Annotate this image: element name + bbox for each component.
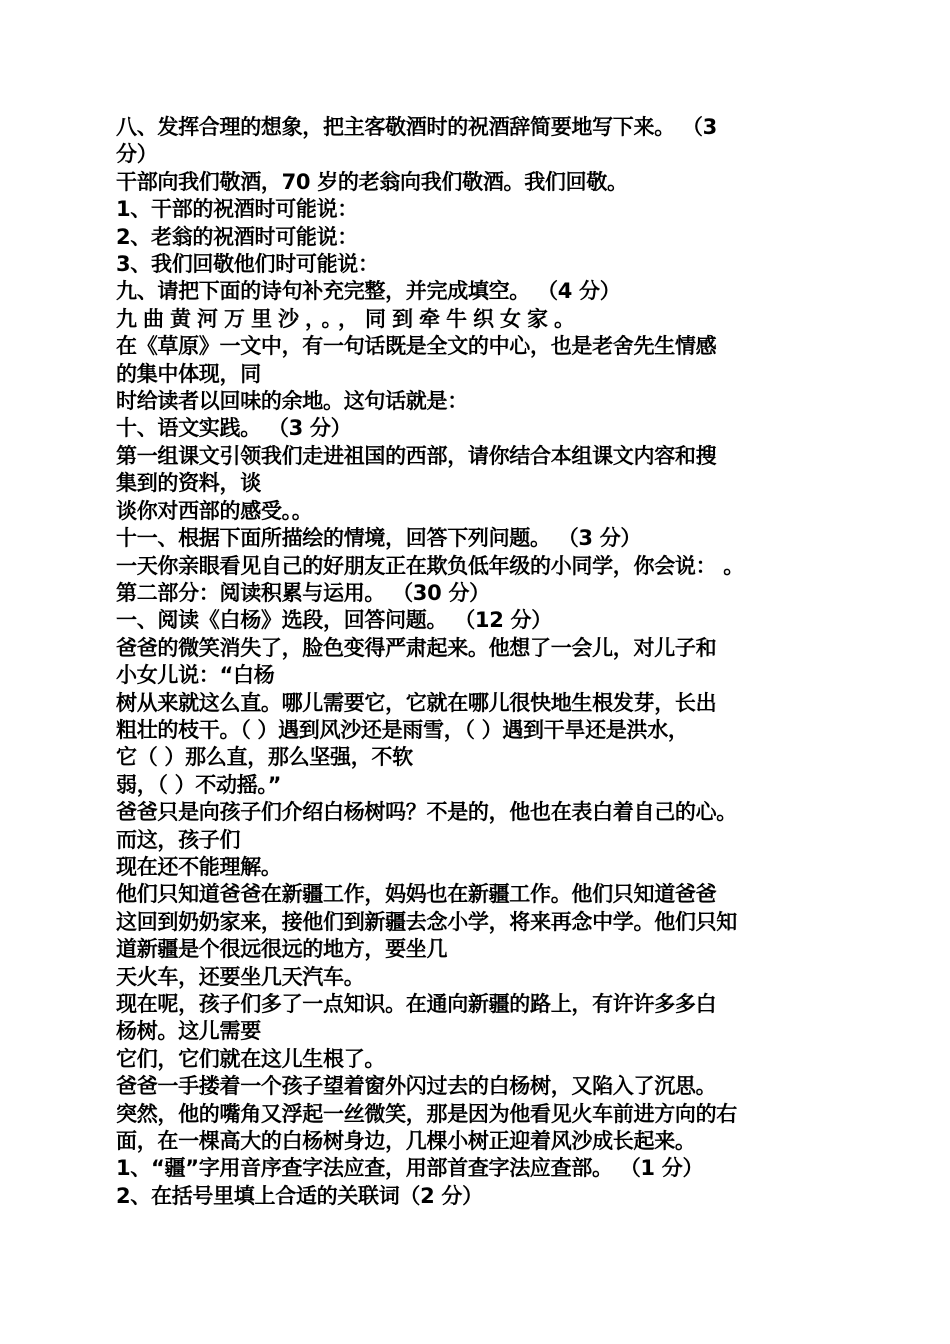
passage-line-16: 它们，它们就在这儿生根了。: [116, 1046, 386, 1071]
question-8-context: 干部向我们敬酒，70 岁的老翁向我们敬酒。我们回敬。: [116, 169, 628, 194]
passage-line-9: 现在还不能理解。: [116, 854, 282, 879]
passage-line-12: 道新疆是个很远很远的地方，要坐几: [116, 937, 448, 962]
passage-line-1: 爸爸的微笑消失了，脸色变得严肃起来。他想了一会儿，对儿子和: [116, 635, 717, 660]
question-9-prompt: 在《草原》一文中，有一句话既是全文的中心，也是老舍先生情感: [116, 334, 717, 359]
part-2-heading: 第二部分：阅读积累与运用。 （30 分）: [116, 580, 490, 605]
passage-line-18: 突然，他的嘴角又浮起一丝微笑，那是因为他看见火车前进方向的右: [116, 1101, 737, 1126]
question-10-prompt-cont-1: 集到的资料，谈: [116, 471, 261, 496]
question-10-prompt-cont-2: 谈你对西部的感受。。: [116, 498, 313, 523]
passage-line-11: 这回到奶奶家来，接他们到新疆去念小学，将来再念中学。他们只知: [116, 909, 737, 934]
passage-line-13: 天火车，还要坐几天汽车。: [116, 964, 365, 989]
passage-line-6: 弱，（ ）不动摇。”: [116, 772, 282, 797]
passage-line-19: 面，在一棵高大的白杨树身边，几棵小树正迎着风沙成长起来。: [116, 1129, 696, 1154]
passage-line-4: 粗壮的枝干。（ ）遇到风沙还是雨雪，（ ）遇到干旱还是洪水，: [116, 717, 689, 742]
passage-line-17: 爸爸一手搂着一个孩子望着窗外闪过去的白杨树，又陷入了沉思。: [116, 1074, 717, 1099]
question-11-prompt: 一天你亲眼看见自己的好朋友正在欺负低年级的小同学，你会说： 。: [116, 553, 745, 578]
document-page: [116, 114, 838, 1210]
question-11-heading: 十一、根据下面所描绘的情境，回答下列问题。 （3 分）: [116, 526, 642, 551]
passage-line-3: 树从来就这么直。哪儿需要它，它就在哪儿很快地生根发芽，长出: [116, 690, 717, 715]
question-9-heading: 九、请把下面的诗句补充完整，并完成填空。 （4 分）: [116, 279, 621, 304]
passage-line-15: 杨树。这儿需要: [116, 1019, 261, 1044]
poem-line: 九曲黄河万里沙，。，同到牵牛织女家。: [116, 306, 581, 331]
reading-1-question-2: 2、在括号里填上合适的关联词（2 分）: [116, 1183, 483, 1208]
question-10-prompt: 第一组课文引领我们走进祖国的西部，请你结合本组课文内容和搜: [116, 443, 717, 468]
question-10-heading: 十、语文实践。 （3 分）: [116, 416, 352, 441]
passage-line-14: 现在呢，孩子们多了一点知识。在通向新疆的路上，有许许多多白: [116, 992, 717, 1016]
passage-line-2: 小女儿说：“白杨: [116, 663, 275, 688]
passage-line-10: 他们只知道爸爸在新疆工作，妈妈也在新疆工作。他们只知道爸爸: [116, 882, 717, 907]
question-8-item-3: 3、我们回敬他们时可能说：: [116, 252, 379, 277]
passage-line-8: 而这，孩子们: [116, 827, 241, 852]
passage-line-7: 爸爸只是向孩子们介绍白杨树吗？不是的，他也在表白着自己的心。: [116, 800, 737, 825]
question-9-prompt-cont-2: 时给读者以回味的余地。这句话就是：: [116, 389, 468, 414]
reading-1-question-1: 1、“疆”字用音序查字法应查，用部首查字法应查部。 （1 分）: [116, 1156, 704, 1181]
question-8-item-1: 1、干部的祝酒时可能说：: [116, 197, 359, 222]
reading-1-heading: 一、阅读《白杨》选段，回答问题。 （12 分）: [116, 608, 552, 633]
question-8-item-2: 2、老翁的祝酒时可能说：: [116, 224, 359, 249]
question-8-heading-cont: 分）: [116, 142, 158, 167]
passage-line-5: 它（ ）那么直，那么坚强，不软: [116, 745, 413, 770]
question-8-heading: 八、发挥合理的想象，把主客敬酒时的祝酒辞简要地写下来。 （3: [116, 115, 717, 139]
question-9-prompt-cont-1: 的集中体现，同: [116, 361, 261, 386]
